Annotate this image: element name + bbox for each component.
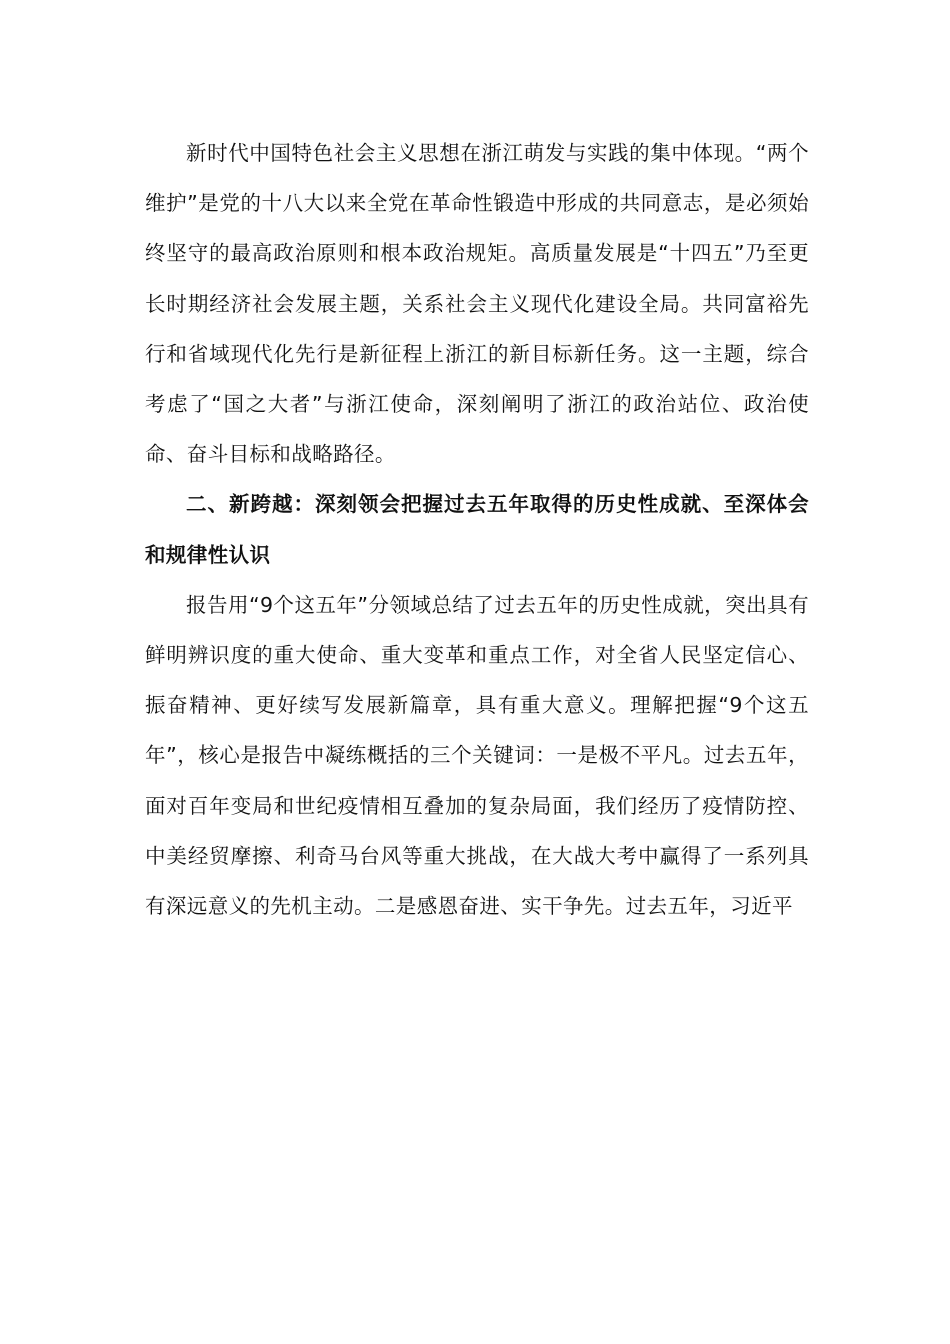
document-body xyxy=(145,128,809,931)
section-heading-2: 二、新跨越：深刻领会把握过去五年取得的历史性成就、至深体会和规律性认识 xyxy=(145,492,809,567)
body-paragraph-2: 报告用“9个这五年”分领域总结了过去五年的历史性成就，突出具有鲜明辨识度的重大使命、重大变革和重点工作，对全省人民坚定信心、振奋精神、更好续写发展新篇章，具有重大意义。理解把握“9个这五年”，核心是报告中凝练概括的三个关键词：一是极不平凡。过去五年，面对百年变局和世纪疫情相互叠加的复杂局面，我们经历了疫情防控、中美经贸摩擦、利奇马台风等重大挑战，在大战大考中赢得了一系列具有深远意义的先机主动。二是感恩奋进、实干争先。过去五年，习近平 xyxy=(145,592,809,919)
body-paragraph-1: 新时代中国特色社会主义思想在浙江萌发与实践的集中体现。“两个维护”是党的十八大以来全党在革命性锻造中形成的共同意志，是必须始终坚守的最高政治原则和根本政治规矩。高质量发展是“十四五”乃至更长时期经济社会发展主题，关系社会主义现代化建设全局。共同富裕先行和省域现代化先行是新征程上浙江的新目标新任务。这一主题，综合考虑了“国之大者”与浙江使命，深刻阐明了浙江的政治站位、政治使命、奋斗目标和战略路径。 xyxy=(145,141,809,467)
